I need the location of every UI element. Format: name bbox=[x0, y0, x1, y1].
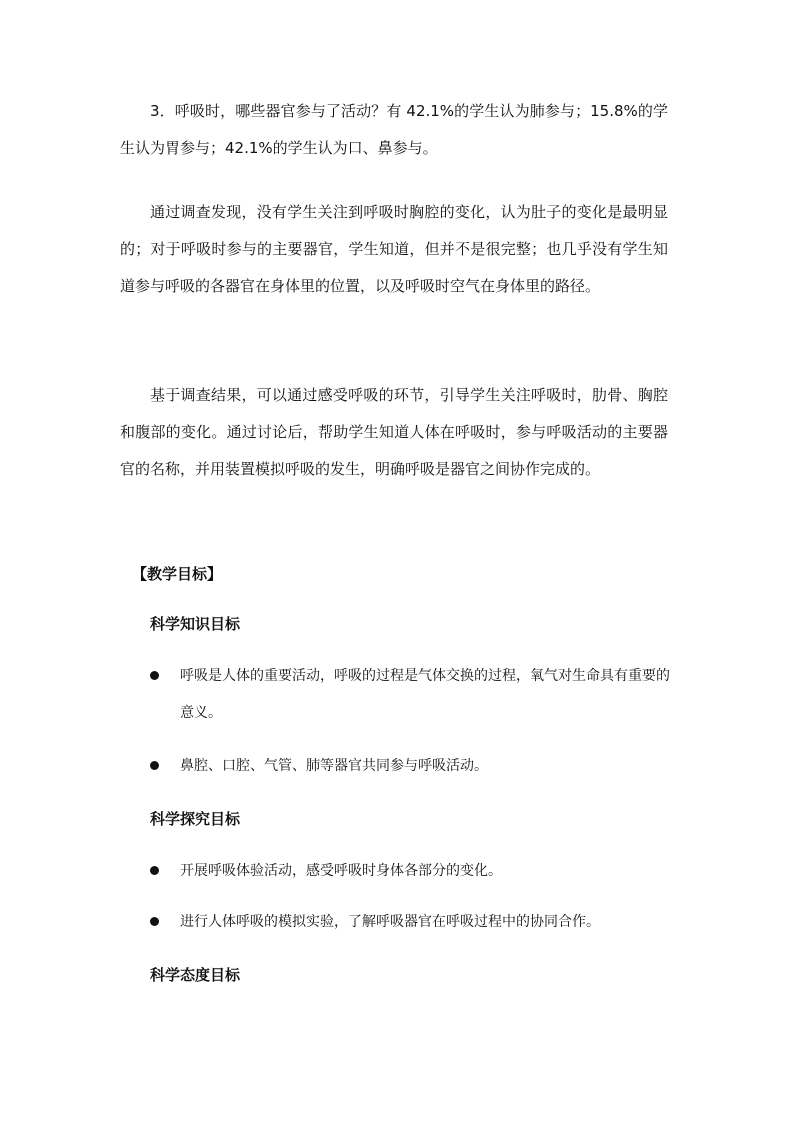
bullet-icon bbox=[150, 917, 159, 926]
list-item bbox=[150, 904, 670, 941]
list-item bbox=[150, 658, 670, 732]
section-title-teaching-goals: 【教学目标】 bbox=[132, 565, 223, 583]
list-item-text: 进行人体呼吸的模拟实验，了解呼吸器官在呼吸过程中的协同合作。 bbox=[180, 914, 600, 930]
list-item-text: 鼻腔、口腔、气管、肺等器官共同参与呼吸活动。 bbox=[180, 758, 488, 774]
heading-inquiry-goals: 科学探究目标 bbox=[150, 810, 241, 828]
paragraph-survey-findings: 通过调查发现，没有学生关注到呼吸时胸腔的变化，认为肚子的变化是最明显的；对于呼吸时参与的主要器官，学生知道，但并不是很完整；也几乎没有学生知道参与呼吸的各器官在身体里的位置，以及呼吸时空气在身体里的路径。 bbox=[120, 203, 668, 295]
list-item bbox=[150, 748, 670, 785]
list-item bbox=[150, 853, 670, 890]
list-item-text: 开展呼吸体验活动，感受呼吸时身体各部分的变化。 bbox=[180, 863, 502, 879]
bullet-icon bbox=[150, 761, 159, 770]
bullet-icon bbox=[150, 866, 159, 875]
heading-attitude-goals: 科学态度目标 bbox=[150, 966, 241, 984]
bullet-icon bbox=[150, 671, 159, 680]
heading-knowledge-goals: 科学知识目标 bbox=[150, 615, 241, 633]
paragraph-survey-question-3: 3．呼吸时，哪些器官参与了活动？有 42.1%的学生认为肺参与；15.8%的学生认为胃参与；42.1%的学生认为口、鼻参与。 bbox=[120, 102, 668, 157]
paragraph-teaching-approach: 基于调查结果，可以通过感受呼吸的环节，引导学生关注呼吸时，肋骨、胸腔和腹部的变化。通过讨论后，帮助学生知道人体在呼吸时，参与呼吸活动的主要器官的名称，并用装置模拟呼吸的发生，明确呼吸是器官之间协作完成的。 bbox=[120, 386, 668, 478]
list-item-text: 呼吸是人体的重要活动，呼吸的过程是气体交换的过程，氧气对生命具有重要的意义。 bbox=[180, 668, 670, 721]
